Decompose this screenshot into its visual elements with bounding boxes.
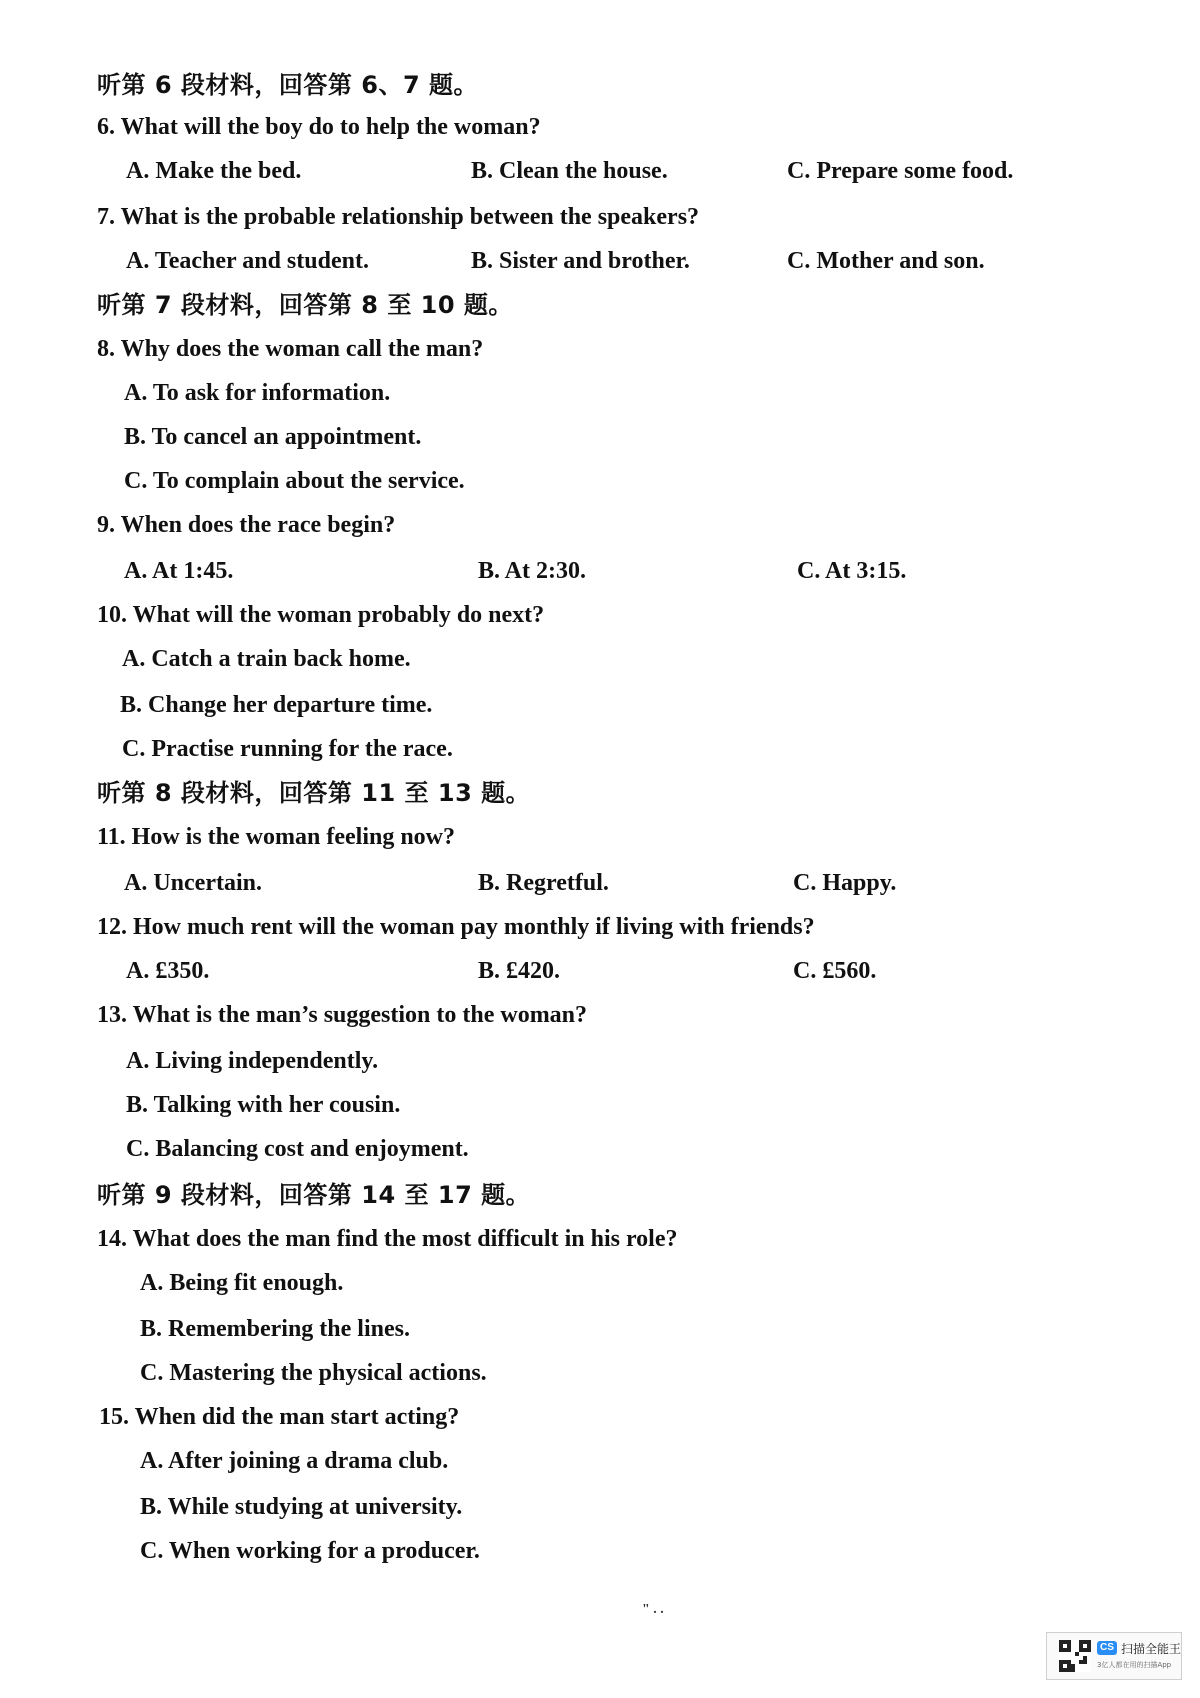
answer-option: C. To complain about the service.: [124, 468, 465, 494]
answer-option: A. £350.: [126, 958, 210, 984]
question-stem: 6. What will the boy do to help the woman?: [97, 114, 541, 140]
answer-option: B. Clean the house.: [471, 158, 668, 184]
answer-option: A. To ask for information.: [124, 380, 391, 406]
question-stem: 13. What is the man’s suggestion to the woman?: [97, 1002, 588, 1028]
answer-option: A. Living independently.: [126, 1048, 379, 1074]
answer-option: A. After joining a drama club.: [140, 1448, 449, 1474]
section-instruction: 听第 8 段材料，回答第 11 至 13 题。: [97, 779, 531, 807]
answer-option: B. To cancel an appointment.: [124, 424, 422, 450]
answer-option: C. Mother and son.: [787, 248, 985, 274]
scanner-tagline: 3亿人都在用的扫描App: [1097, 1661, 1172, 1669]
question-stem: 10. What will the woman probably do next?: [97, 602, 545, 628]
answer-option: C. Mastering the physical actions.: [140, 1360, 487, 1386]
section-instruction: 听第 7 段材料，回答第 8 至 10 题。: [97, 291, 513, 319]
answer-option: C. £560.: [793, 958, 877, 984]
question-stem: 12. How much rent will the woman pay monthly if living with friends?: [97, 914, 815, 940]
answer-option: B. £420.: [478, 958, 561, 984]
answer-option: C. Practise running for the race.: [122, 736, 453, 762]
answer-option: C. Prepare some food.: [787, 158, 1014, 184]
page-mark: " . .: [642, 1602, 664, 1617]
question-stem: 7. What is the probable relationship between the speakers?: [97, 204, 700, 230]
answer-option: A. Teacher and student.: [126, 248, 369, 274]
answer-option: B. At 2:30.: [478, 558, 586, 584]
scanner-watermark-badge: [1046, 1632, 1182, 1680]
answer-option: B. Sister and brother.: [471, 248, 690, 274]
question-stem: 14. What does the man find the most difficult in his role?: [97, 1226, 678, 1252]
answer-option: C. When working for a producer.: [140, 1538, 480, 1564]
answer-option: B. Talking with her cousin.: [126, 1092, 401, 1118]
answer-option: C. At 3:15.: [797, 558, 907, 584]
section-instruction: 听第 9 段材料，回答第 14 至 17 题。: [97, 1181, 531, 1209]
question-stem: 8. Why does the woman call the man?: [97, 336, 484, 362]
qr-code-icon: [1059, 1640, 1091, 1672]
answer-option: B. Regretful.: [478, 870, 609, 896]
answer-option: B. While studying at university.: [140, 1494, 463, 1520]
scanner-brand-name: 扫描全能王: [1121, 1642, 1182, 1656]
answer-option: A. Being fit enough.: [140, 1270, 344, 1296]
answer-option: A. Catch a train back home.: [122, 646, 411, 672]
question-stem: 9. When does the race begin?: [97, 512, 396, 538]
answer-option: B. Remembering the lines.: [140, 1316, 410, 1342]
question-stem: 11. How is the woman feeling now?: [97, 824, 456, 850]
answer-option: C. Happy.: [793, 870, 897, 896]
scanner-logo-icon: CS: [1097, 1641, 1117, 1655]
answer-option: A. Make the bed.: [126, 158, 302, 184]
question-stem: 15. When did the man start acting?: [99, 1404, 460, 1430]
answer-option: A. At 1:45.: [124, 558, 234, 584]
answer-option: B. Change her departure time.: [120, 692, 433, 718]
answer-option: A. Uncertain.: [124, 870, 262, 896]
answer-option: C. Balancing cost and enjoyment.: [126, 1136, 469, 1162]
section-instruction: 听第 6 段材料，回答第 6、7 题。: [97, 71, 479, 99]
